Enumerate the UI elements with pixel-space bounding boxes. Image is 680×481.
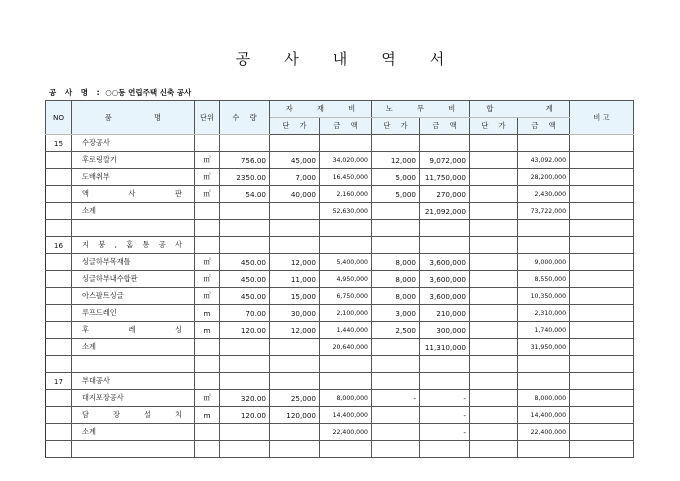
row-labor-amount (420, 135, 470, 152)
row-item (72, 356, 195, 373)
row-no: 15 (46, 135, 72, 152)
row-total-unit-price (470, 373, 518, 390)
row-labor-unit-price (372, 424, 420, 441)
header-total: 합 계 (470, 101, 570, 118)
row-labor-amount: 21,092,000 (420, 203, 470, 220)
row-unit (195, 339, 220, 356)
row-remark (570, 288, 634, 305)
row-no (46, 322, 72, 339)
row-total-unit-price (470, 322, 518, 339)
row-total-unit-price (470, 203, 518, 220)
row-unit (195, 135, 220, 152)
cost-table (45, 100, 634, 458)
table-row (46, 407, 634, 424)
row-total-amount: 73,722,000 (518, 203, 570, 220)
row-total-amount (518, 356, 570, 373)
row-item: 소계 (72, 339, 195, 356)
row-material-unit-price: 30,000 (270, 305, 320, 322)
row-remark (570, 203, 634, 220)
row-labor-amount (420, 237, 470, 254)
row-qty (220, 356, 270, 373)
table-row (46, 322, 634, 339)
row-material-amount (320, 373, 372, 390)
row-labor-amount: - (420, 390, 470, 407)
table-row (46, 356, 634, 373)
row-no (46, 254, 72, 271)
row-remark (570, 305, 634, 322)
row-total-amount: 2,430,000 (518, 186, 570, 203)
row-material-unit-price (270, 356, 320, 373)
row-item: 소계 (72, 424, 195, 441)
row-no (46, 305, 72, 322)
row-remark (570, 322, 634, 339)
page-title: 공사내역서 (235, 50, 479, 68)
row-unit: m (195, 305, 220, 322)
row-material-amount: 14,400,000 (320, 407, 372, 424)
row-labor-unit-price (372, 203, 420, 220)
row-remark (570, 390, 634, 407)
row-qty: 320.00 (220, 390, 270, 407)
row-total-unit-price (470, 390, 518, 407)
row-material-amount: 4,950,000 (320, 271, 372, 288)
row-item: 부대공사 (72, 373, 195, 390)
header-material: 자 재 비 (270, 101, 372, 118)
row-total-amount: 22,400,000 (518, 424, 570, 441)
row-no (46, 152, 72, 169)
row-labor-amount: 210,000 (420, 305, 470, 322)
row-total-unit-price (470, 441, 518, 458)
row-item: 액 사 판 (72, 186, 195, 203)
row-remark (570, 186, 634, 203)
row-labor-unit-price: 5,000 (372, 169, 420, 186)
row-labor-amount: 9,072,000 (420, 152, 470, 169)
row-qty: 756.00 (220, 152, 270, 169)
row-labor-amount (420, 220, 470, 237)
header-material-unit-price: 단 가 (270, 118, 320, 135)
row-material-amount: 20,640,000 (320, 339, 372, 356)
table-body (46, 135, 634, 458)
table-row (46, 424, 634, 441)
row-item: 지 붕 , 홈 통 공 사 (72, 237, 195, 254)
row-material-amount: 8,000,000 (320, 390, 372, 407)
row-remark (570, 339, 634, 356)
table-row (46, 373, 634, 390)
row-material-unit-price: 40,000 (270, 186, 320, 203)
row-no (46, 169, 72, 186)
row-material-amount: 2,160,000 (320, 186, 372, 203)
header-total-unit-price: 단 가 (470, 118, 518, 135)
table-row (46, 305, 634, 322)
row-no (46, 424, 72, 441)
row-item: 담 장 설 치 (72, 407, 195, 424)
header-row-1 (46, 101, 634, 118)
row-total-unit-price (470, 356, 518, 373)
row-qty (220, 373, 270, 390)
row-unit: ㎡ (195, 390, 220, 407)
row-labor-amount (420, 373, 470, 390)
row-remark (570, 356, 634, 373)
row-no: 16 (46, 237, 72, 254)
row-unit: ㎡ (195, 271, 220, 288)
row-unit: ㎡ (195, 254, 220, 271)
row-unit (195, 203, 220, 220)
row-total-amount: 31,950,000 (518, 339, 570, 356)
row-labor-unit-price: 8,000 (372, 288, 420, 305)
project-label: 공 사 명 : (49, 88, 103, 97)
row-qty: 120.00 (220, 322, 270, 339)
header-labor-amount: 금 액 (420, 118, 470, 135)
row-total-amount: 9,000,000 (518, 254, 570, 271)
row-no (46, 356, 72, 373)
header-unit: 단위 (195, 101, 220, 135)
table-row (46, 271, 634, 288)
row-no (46, 220, 72, 237)
row-total-unit-price (470, 152, 518, 169)
row-unit (195, 441, 220, 458)
table-row (46, 237, 634, 254)
row-no (46, 186, 72, 203)
row-total-amount: 2,310,000 (518, 305, 570, 322)
table-row (46, 203, 634, 220)
row-remark (570, 220, 634, 237)
row-labor-unit-price (372, 237, 420, 254)
row-no (46, 288, 72, 305)
row-qty: 54.00 (220, 186, 270, 203)
row-remark (570, 424, 634, 441)
row-material-unit-price (270, 441, 320, 458)
row-item: 후 레 싱 (72, 322, 195, 339)
row-material-unit-price: 15,000 (270, 288, 320, 305)
row-total-unit-price (470, 186, 518, 203)
row-qty (220, 135, 270, 152)
row-labor-unit-price (372, 356, 420, 373)
row-total-amount (518, 237, 570, 254)
project-name: ○○동 연립주택 신축 공사 (105, 88, 192, 97)
row-no: 17 (46, 373, 72, 390)
row-labor-unit-price (372, 135, 420, 152)
table-row (46, 186, 634, 203)
header-labor: 노 무 비 (372, 101, 470, 118)
row-material-amount: 6,750,000 (320, 288, 372, 305)
row-unit (195, 220, 220, 237)
row-material-amount (320, 441, 372, 458)
row-labor-amount: 3,600,000 (420, 271, 470, 288)
row-remark (570, 271, 634, 288)
row-qty: 120.00 (220, 407, 270, 424)
row-unit: ㎡ (195, 169, 220, 186)
row-labor-amount: - (420, 407, 470, 424)
row-remark (570, 254, 634, 271)
project-line (49, 87, 191, 98)
header-remark: 비 고 (570, 101, 634, 135)
row-labor-unit-price: 2,500 (372, 322, 420, 339)
row-labor-amount (420, 356, 470, 373)
row-labor-unit-price: 8,000 (372, 271, 420, 288)
row-material-unit-price: 25,000 (270, 390, 320, 407)
row-qty: 450.00 (220, 288, 270, 305)
row-no (46, 339, 72, 356)
row-remark (570, 373, 634, 390)
row-labor-amount: 11,750,000 (420, 169, 470, 186)
row-total-unit-price (470, 237, 518, 254)
row-total-unit-price (470, 254, 518, 271)
row-labor-unit-price: 3,000 (372, 305, 420, 322)
table-row (46, 152, 634, 169)
table-row (46, 254, 634, 271)
table-row (46, 135, 634, 152)
row-material-unit-price: 45,000 (270, 152, 320, 169)
table-row (46, 169, 634, 186)
row-material-unit-price (270, 237, 320, 254)
row-material-amount: 34,020,000 (320, 152, 372, 169)
row-remark (570, 135, 634, 152)
row-unit: ㎡ (195, 288, 220, 305)
row-no (46, 203, 72, 220)
row-material-amount: 52,630,000 (320, 203, 372, 220)
row-material-unit-price: 12,000 (270, 254, 320, 271)
row-material-unit-price (270, 373, 320, 390)
row-labor-unit-price (372, 220, 420, 237)
row-qty: 450.00 (220, 254, 270, 271)
row-material-unit-price (270, 424, 320, 441)
row-total-unit-price (470, 424, 518, 441)
row-material-unit-price (270, 135, 320, 152)
row-labor-unit-price (372, 339, 420, 356)
row-unit: m (195, 407, 220, 424)
row-material-unit-price: 120,000 (270, 407, 320, 424)
row-total-amount: 28,200,000 (518, 169, 570, 186)
header-labor-unit-price: 단 가 (372, 118, 420, 135)
header-item: 품 명 (72, 101, 195, 135)
row-item: 수장공사 (72, 135, 195, 152)
row-remark (570, 441, 634, 458)
row-unit: ㎡ (195, 152, 220, 169)
row-labor-amount (420, 441, 470, 458)
row-item (72, 441, 195, 458)
row-total-unit-price (470, 339, 518, 356)
row-total-unit-price (470, 169, 518, 186)
row-qty (220, 220, 270, 237)
row-item: 아스팔트싱글 (72, 288, 195, 305)
row-total-amount: 8,550,000 (518, 271, 570, 288)
table-row (46, 441, 634, 458)
row-unit (195, 373, 220, 390)
row-unit (195, 237, 220, 254)
row-total-amount: 43,092,000 (518, 152, 570, 169)
row-unit (195, 356, 220, 373)
row-total-amount (518, 373, 570, 390)
row-item: 싱글하부내수합판 (72, 271, 195, 288)
row-material-amount: 5,400,000 (320, 254, 372, 271)
row-remark (570, 152, 634, 169)
row-item: 루프드레인 (72, 305, 195, 322)
row-material-amount (320, 237, 372, 254)
row-no (46, 271, 72, 288)
row-material-unit-price: 7,000 (270, 169, 320, 186)
row-material-amount: 2,100,000 (320, 305, 372, 322)
row-qty (220, 339, 270, 356)
row-material-unit-price (270, 203, 320, 220)
row-total-amount (518, 220, 570, 237)
row-total-unit-price (470, 135, 518, 152)
row-item (72, 220, 195, 237)
row-item: 대지포장공사 (72, 390, 195, 407)
row-remark (570, 407, 634, 424)
row-item: 도배취부 (72, 169, 195, 186)
header-qty: 수 량 (220, 101, 270, 135)
row-labor-amount: - (420, 424, 470, 441)
header-no: NO (46, 101, 72, 135)
table-row (46, 390, 634, 407)
row-total-unit-price (470, 305, 518, 322)
row-total-amount (518, 441, 570, 458)
row-material-unit-price (270, 220, 320, 237)
row-material-unit-price: 11,000 (270, 271, 320, 288)
row-qty (220, 203, 270, 220)
row-no (46, 441, 72, 458)
header-material-amount: 금 액 (320, 118, 372, 135)
row-total-unit-price (470, 407, 518, 424)
row-labor-amount: 3,600,000 (420, 254, 470, 271)
row-unit: m (195, 322, 220, 339)
row-item: 소계 (72, 203, 195, 220)
table-row (46, 220, 634, 237)
row-labor-amount: 11,310,000 (420, 339, 470, 356)
row-total-unit-price (470, 288, 518, 305)
row-material-amount (320, 220, 372, 237)
row-material-amount (320, 135, 372, 152)
row-material-unit-price: 12,000 (270, 322, 320, 339)
row-unit (195, 424, 220, 441)
row-qty (220, 441, 270, 458)
row-total-amount (518, 135, 570, 152)
row-material-amount: 1,440,000 (320, 322, 372, 339)
row-labor-amount: 3,600,000 (420, 288, 470, 305)
row-material-amount: 22,400,000 (320, 424, 372, 441)
row-total-amount: 8,000,000 (518, 390, 570, 407)
row-qty (220, 424, 270, 441)
row-total-unit-price (470, 271, 518, 288)
row-remark (570, 237, 634, 254)
row-qty: 70.00 (220, 305, 270, 322)
row-remark (570, 169, 634, 186)
row-labor-unit-price: - (372, 390, 420, 407)
row-labor-unit-price (372, 373, 420, 390)
table-row (46, 288, 634, 305)
row-item: 후로링깔기 (72, 152, 195, 169)
row-labor-amount: 270,000 (420, 186, 470, 203)
row-labor-unit-price (372, 441, 420, 458)
table-row (46, 339, 634, 356)
row-no (46, 407, 72, 424)
header-total-amount: 금 액 (518, 118, 570, 135)
row-material-amount (320, 356, 372, 373)
row-total-amount: 14,400,000 (518, 407, 570, 424)
row-labor-unit-price: 5,000 (372, 186, 420, 203)
row-item: 싱글하부목재틀 (72, 254, 195, 271)
row-qty: 2350.00 (220, 169, 270, 186)
row-total-amount: 10,350,000 (518, 288, 570, 305)
row-material-amount: 16,450,000 (320, 169, 372, 186)
row-total-unit-price (470, 220, 518, 237)
row-labor-amount: 300,000 (420, 322, 470, 339)
row-qty: 450.00 (220, 271, 270, 288)
row-labor-unit-price (372, 407, 420, 424)
row-total-amount: 1,740,000 (518, 322, 570, 339)
row-labor-unit-price: 12,000 (372, 152, 420, 169)
row-no (46, 390, 72, 407)
row-qty (220, 237, 270, 254)
row-material-unit-price (270, 339, 320, 356)
row-unit: ㎡ (195, 186, 220, 203)
row-labor-unit-price: 8,000 (372, 254, 420, 271)
